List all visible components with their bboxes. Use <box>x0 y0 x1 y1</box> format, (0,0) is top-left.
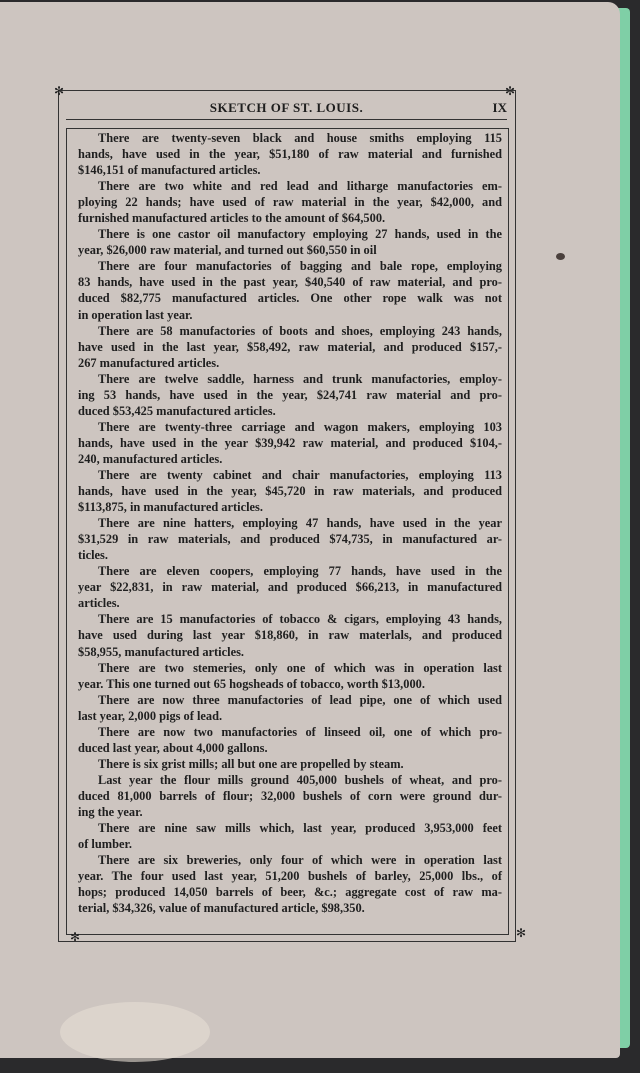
body-text <box>78 130 502 916</box>
text-line: There are twenty cabinet and chair manufactories, employing 113 <box>98 467 502 482</box>
text-line: There are 58 manufactories of boots and shoes, employing 243 hands, <box>98 323 502 338</box>
text-line: There are twenty-three carriage and wagon makers, employing 103 <box>98 419 502 434</box>
running-title: SKETCH OF ST. LOUIS. <box>209 100 364 115</box>
text-line: There are six breweries, only four of which were in operation last <box>98 853 502 868</box>
text-line: ing 53 hands, have used in the year, $24,741 raw material and pro- <box>78 387 502 402</box>
text-line: 83 hands, have used in the past year, $40,540 of raw material, and pro- <box>78 275 502 290</box>
corner-ornament-icon: ✻ <box>54 84 65 98</box>
text-line: year, $26,000 raw material, and turned out $60,550 in oil <box>78 243 377 258</box>
text-line: duced $53,425 manufactured articles. <box>78 403 276 418</box>
text-line: hands, have used in the year, $51,180 of raw material and furnished <box>78 147 502 162</box>
text-line: There are two white and red lead and litharge manufactories em- <box>98 179 502 194</box>
text-line: There is six grist mills; all but one are propelled by steam. <box>98 756 404 771</box>
text-line: hops; produced 14,050 barrels of beer, &c.; aggregate cost of raw ma- <box>78 885 502 900</box>
text-line: have used in the last year, $58,492, raw material, and produced $157,- <box>78 339 502 354</box>
text-line: There are four manufactories of bagging and bale rope, employing <box>98 259 502 274</box>
water-stain <box>60 1002 210 1062</box>
text-line: There are twenty-seven black and house smiths employing 115 <box>98 131 502 145</box>
text-line: There are eleven coopers, employing 77 hands, have used in the <box>98 564 502 579</box>
text-line: $31,529 in raw materials, and produced $74,735, in manufactured ar- <box>78 532 502 547</box>
text-line: ing the year. <box>78 804 143 819</box>
text-line: Last year the flour mills ground 405,000 bushels of wheat, and pro- <box>98 772 502 787</box>
text-line: $58,955, manufactured articles. <box>78 644 244 659</box>
text-line: There are two stemeries, only one of which was in operation last <box>98 660 502 675</box>
text-line: year. The four used last year, 51,200 bushels of barley, 25,000 lbs., of <box>78 869 502 884</box>
text-line: There are now two manufactories of linseed oil, one of which pro- <box>98 724 502 739</box>
text-line: last year, 2,000 pigs of lead. <box>78 708 223 723</box>
text-line: There are twelve saddle, harness and trunk manufactories, employ- <box>98 371 502 386</box>
corner-ornament-icon: ✻ <box>516 926 527 940</box>
text-line: furnished manufactured articles to the amount of $64,500. <box>78 211 386 226</box>
text-line: There is one castor oil manufactory employing 27 hands, used in the <box>98 227 502 242</box>
header-rule <box>66 119 507 120</box>
text-line: in operation last year. <box>78 307 193 322</box>
text-line: duced $82,775 manufactured articles. One other rope walk was not <box>78 291 502 306</box>
text-line: hands, have used in the year $39,942 raw material, and produced $104,- <box>78 435 502 450</box>
running-header <box>66 100 507 120</box>
text-line: terial, $34,326, value of manufactured article, $98,350. <box>78 901 365 916</box>
text-line: 267 manufactured articles. <box>78 355 220 370</box>
page-blemish <box>556 253 565 260</box>
text-line: year $22,831, in raw material, and produced $66,213, in manufactured <box>78 580 502 595</box>
text-line: There are nine hatters, employing 47 hands, have used in the year <box>98 516 502 531</box>
text-line: $113,875, in manufactured articles. <box>78 500 263 515</box>
text-line: There are 15 manufactories of tobacco & cigars, employing 43 hands, <box>98 612 502 627</box>
text-line: ploying 22 hands; have used of raw material in the year, $42,000, and <box>78 195 502 210</box>
text-line: of lumber. <box>78 837 132 852</box>
text-line: duced 81,000 barrels of flour; 32,000 bushels of corn were ground dur- <box>78 788 502 803</box>
text-line: articles. <box>78 596 120 611</box>
text-line: 240, manufactured articles. <box>78 451 223 466</box>
corner-ornament-icon: ✻ <box>505 84 516 98</box>
text-line: year. This one turned out 65 hogsheads of tobacco, worth $13,000. <box>78 676 425 691</box>
text-line: ticles. <box>78 548 108 563</box>
text-line: have used during last year $18,860, in raw materlals, and produced <box>78 628 502 643</box>
text-line: There are now three manufactories of lead pipe, one of which used <box>98 692 502 707</box>
text-line: $146,151 of manufactured articles. <box>78 163 261 178</box>
page-number: IX <box>492 100 507 115</box>
text-line: hands, have used in the year, $45,720 in raw materials, and produced <box>78 484 502 499</box>
text-line: duced last year, about 4,000 gallons. <box>78 740 268 755</box>
corner-ornament-icon: ✻ <box>70 930 81 944</box>
text-line: There are nine saw mills which, last year, produced 3,953,000 feet <box>98 821 502 836</box>
